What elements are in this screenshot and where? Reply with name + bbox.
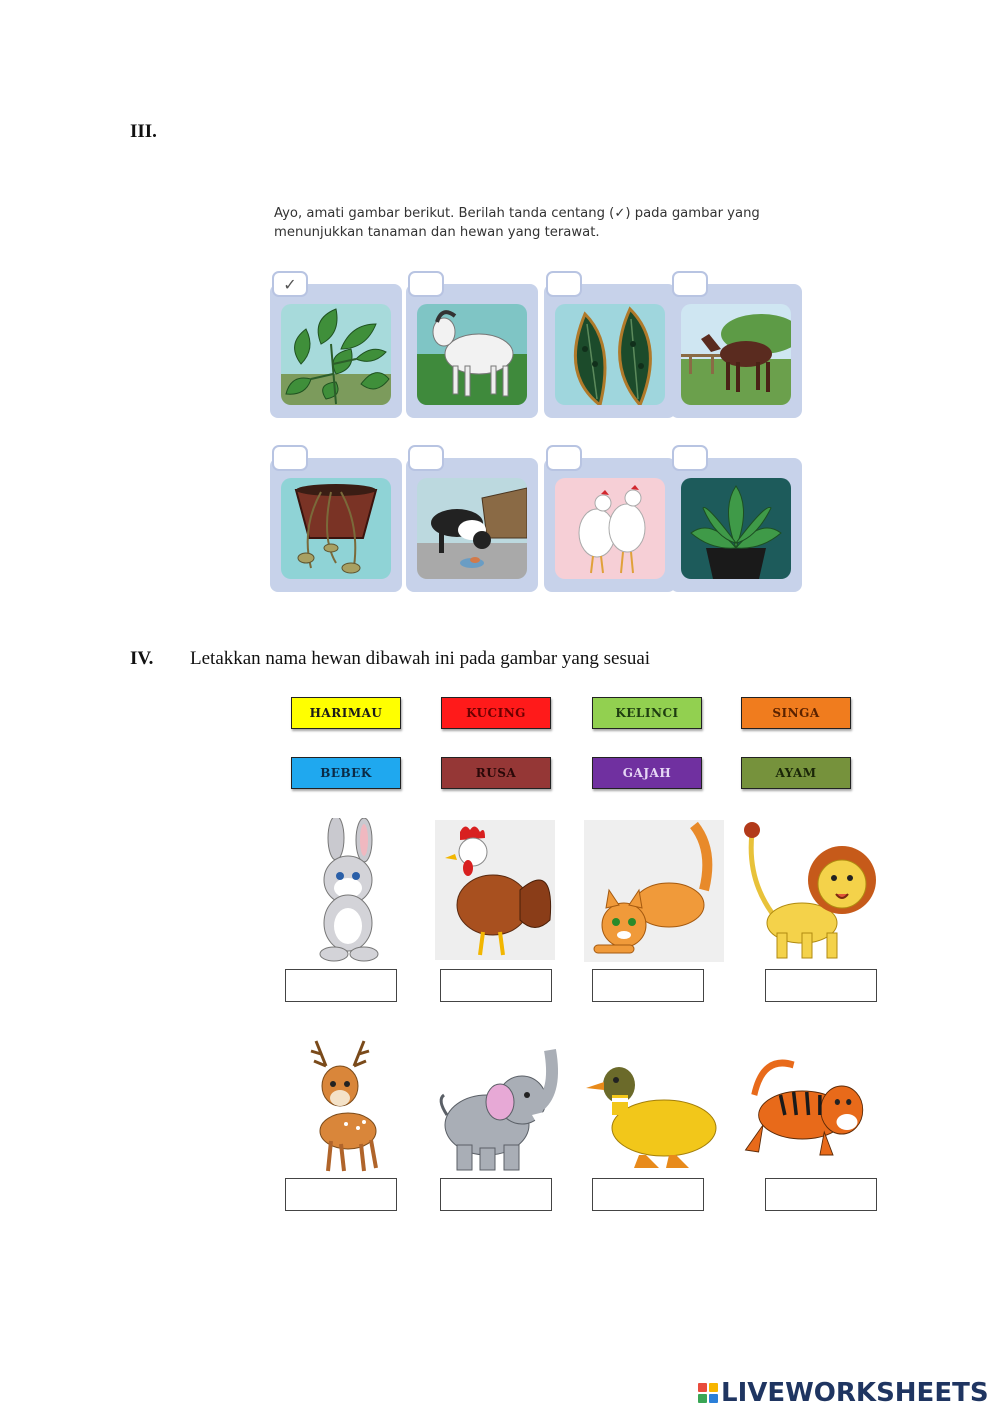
card-leafy-plant xyxy=(270,274,402,418)
tag-kucing[interactable]: KUCING xyxy=(441,697,551,729)
leafy-plant-image xyxy=(281,304,391,405)
lion-image xyxy=(742,818,882,963)
rabbit-image xyxy=(276,818,416,963)
cat-image xyxy=(417,478,527,579)
instruction-line-1: Ayo, amati gambar berikut. Berilah tanda centang (✓) pada gambar yang xyxy=(274,206,760,221)
answer-box-8[interactable] xyxy=(765,1178,877,1211)
section-4-number: IV. xyxy=(130,648,154,669)
card-horse xyxy=(670,284,802,418)
answer-box-1[interactable] xyxy=(285,969,397,1002)
damaged-leaves-image xyxy=(555,304,665,405)
answer-box-6[interactable] xyxy=(440,1178,552,1211)
checkbox-3[interactable] xyxy=(546,271,582,297)
checkbox-6[interactable] xyxy=(408,445,444,471)
instruction-line-2: menunjukkan tanaman dan hewan yang terawat. xyxy=(274,225,600,240)
duck-image xyxy=(584,1040,724,1185)
cat-cartoon-image xyxy=(584,820,724,965)
checkbox-5[interactable] xyxy=(272,445,308,471)
checkbox-4[interactable] xyxy=(672,271,708,297)
logo-text: LIVEWORKSHEETS xyxy=(721,1378,989,1408)
tag-kelinci[interactable]: KELINCI xyxy=(592,697,702,729)
tag-bebek[interactable]: BEBEK xyxy=(291,757,401,789)
tag-singa[interactable]: SINGA xyxy=(741,697,851,729)
checkbox-7[interactable] xyxy=(546,445,582,471)
card-cat xyxy=(406,458,538,592)
tiger-image xyxy=(728,1040,868,1185)
answer-box-7[interactable] xyxy=(592,1178,704,1211)
liveworksheets-logo xyxy=(698,1378,989,1408)
answer-box-5[interactable] xyxy=(285,1178,397,1211)
goat-image xyxy=(417,304,527,405)
answer-box-2[interactable] xyxy=(440,969,552,1002)
tag-harimau[interactable]: HARIMAU xyxy=(291,697,401,729)
rooster-image xyxy=(435,820,575,965)
deer-image xyxy=(276,1036,416,1181)
card-potted-plant xyxy=(670,458,802,592)
section-4-instruction: Letakkan nama hewan dibawah ini pada gambar yang sesuai xyxy=(190,648,651,669)
elephant-image xyxy=(432,1040,572,1185)
answer-box-4[interactable] xyxy=(765,969,877,1002)
potted-plant-image xyxy=(681,478,791,579)
horse-image xyxy=(681,304,791,405)
card-damaged-leaves xyxy=(544,284,676,418)
tag-rusa[interactable]: RUSA xyxy=(441,757,551,789)
tag-gajah[interactable]: GAJAH xyxy=(592,757,702,789)
section-3-instruction xyxy=(274,204,760,242)
wilted-potted-plant-image xyxy=(281,478,391,579)
section-3-number: III. xyxy=(130,121,157,142)
tag-ayam[interactable]: AYAM xyxy=(741,757,851,789)
logo-grid-icon xyxy=(698,1383,718,1403)
chickens-image xyxy=(555,478,665,579)
card-wilted-potted-plant xyxy=(270,458,402,592)
checkbox-2[interactable] xyxy=(408,271,444,297)
card-goat xyxy=(406,284,538,418)
checkbox-8[interactable] xyxy=(672,445,708,471)
answer-box-3[interactable] xyxy=(592,969,704,1002)
checkbox-1[interactable]: ✓ xyxy=(272,271,308,297)
card-chickens xyxy=(544,458,676,592)
